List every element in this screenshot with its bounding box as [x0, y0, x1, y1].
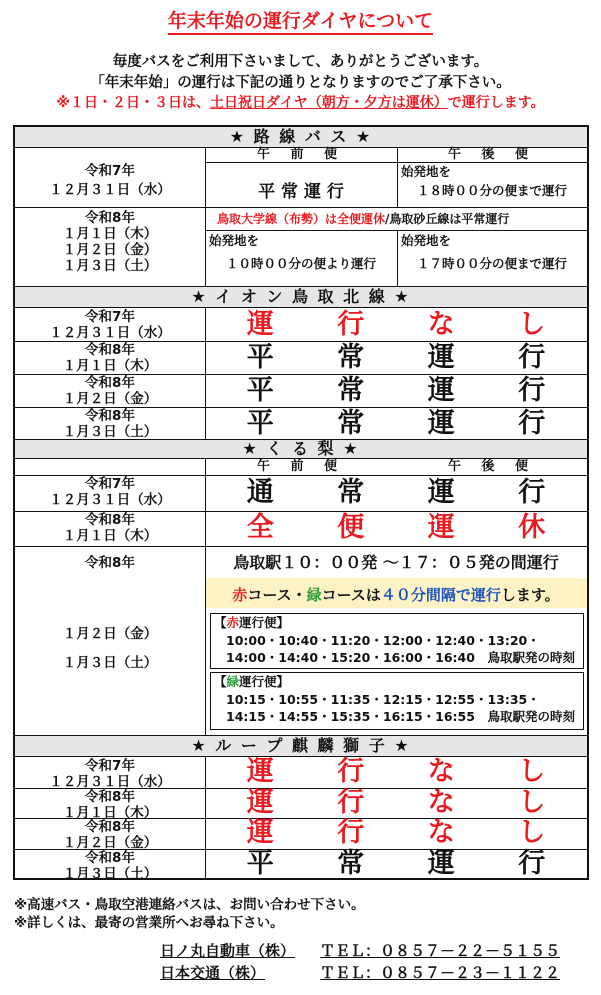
date-cell — [15, 375, 205, 407]
intro-line-1: 毎度バスをご利用下さいまして、ありがとうございます。 — [112, 54, 489, 70]
date-cell — [15, 850, 205, 882]
status-char: 運 — [246, 786, 274, 818]
status-char: 平 — [246, 847, 274, 879]
divider — [15, 207, 587, 208]
date-day: １２月３１日（水） — [49, 325, 171, 341]
status-cell — [215, 407, 577, 441]
status-cell — [215, 476, 577, 510]
status-char: 運 — [246, 756, 274, 788]
kururi-main-text: 鳥取駅１０：００発 ～１７：０５発の間運行 — [233, 553, 559, 572]
status-char: な — [427, 308, 455, 340]
status-cell — [215, 786, 577, 820]
col-am-header: 午 前 便 — [256, 459, 346, 474]
date-cell — [15, 758, 205, 790]
status-char: 行 — [518, 374, 546, 406]
status-cell — [215, 341, 577, 375]
col-am-header: 午 前 便 — [256, 147, 346, 162]
status-char: 平 — [246, 407, 274, 439]
status-cell-am-a: 始発地を — [209, 233, 260, 248]
contact-name-2: 日本交通（株） — [160, 964, 266, 982]
date-cell-era: 令和8年 — [85, 555, 135, 571]
date-era: 令和7年 — [85, 309, 135, 325]
status-char: 運 — [427, 847, 455, 879]
status-cell: 平 常 運 行 — [258, 182, 344, 202]
contact-name-1: 日ノ丸自動車（株） — [160, 942, 296, 960]
red-course-times-1: 10:00・10:40・11:20・12:00・12:40・13:20・ — [226, 633, 540, 648]
date-era: 令和8年 — [85, 375, 135, 391]
status-cell-pm-a: 始発地を — [401, 164, 452, 179]
date-era: 令和7年 — [85, 476, 135, 492]
status-char: 運 — [427, 512, 455, 544]
kururi-interval-text: 赤コース・緑コースは４０分間隔で運行します。 — [232, 586, 560, 604]
status-char: 運 — [427, 407, 455, 439]
status-char: 運 — [427, 374, 455, 406]
status-char: 休 — [518, 512, 546, 544]
date-day: １２月３１日（水） — [49, 774, 171, 790]
status-char: 全 — [246, 512, 274, 544]
status-char: 常 — [337, 407, 365, 439]
intro-line-3: ※１日・２日・３日は、土日祝日ダイヤ（朝方・夕方は運休）で運行します。 — [56, 95, 545, 111]
date-day: １月２日（金） — [62, 835, 158, 851]
note-2: ※詳しくは、最寄の営業所へお尋ね下さい。 — [14, 915, 284, 931]
date-era: 令和8年 — [85, 342, 135, 358]
status-cell — [215, 308, 577, 342]
date-cell: 令和7年 １２月３１日（水） — [49, 163, 171, 198]
date-day: １月３日（土） — [62, 865, 158, 882]
divider — [15, 546, 587, 547]
status-char: 常 — [337, 341, 365, 373]
status-char: 便 — [337, 512, 365, 544]
status-char: 行 — [518, 407, 546, 439]
status-char: 行 — [518, 341, 546, 373]
col-pm-header: 午 後 便 — [447, 459, 537, 474]
date-era: 令和7年 — [85, 758, 135, 774]
section-header-rosen: ★ 路 線 バ ス ★ — [15, 127, 587, 148]
date-day: １月１日（木） — [62, 527, 158, 544]
intro-line-2: 「年末年始」の運行は下記の通りとなりますのでご了承下さい。 — [90, 75, 511, 91]
contact-tel-1: ＴＥＬ：０８５７－２２－５１５５ — [320, 942, 561, 960]
status-char: 運 — [246, 817, 274, 849]
status-cell — [215, 374, 577, 408]
date-era: 令和8年 — [85, 788, 135, 805]
status-cell-pm-a: 始発地を — [401, 233, 452, 248]
status-char: 平 — [246, 341, 274, 373]
status-cell — [215, 755, 577, 789]
status-cell — [215, 847, 577, 881]
status-char: 行 — [518, 476, 546, 508]
status-char: し — [518, 756, 546, 788]
date-cell — [15, 342, 205, 374]
divider — [205, 230, 587, 231]
contact-tel-2: ＴＥＬ：０８５７－２３－１１２２ — [320, 964, 561, 982]
status-cell — [215, 511, 577, 545]
date-era: 令和8年 — [85, 511, 135, 528]
status-char: 常 — [337, 847, 365, 879]
status-char: 行 — [337, 817, 365, 849]
date-cell: １月３日（土） — [62, 655, 158, 671]
date-cell: １月２日（金） — [62, 626, 158, 642]
date-day: １２月３１日（水） — [49, 492, 171, 508]
status-char: 通 — [246, 476, 274, 508]
green-course-times-1: 10:15・10:55・11:35・12:15・12:55・13:35・ — [226, 692, 540, 707]
status-cell-pm-b: １７時００分の便まで運行 — [416, 256, 567, 271]
date-day: １月３日（土） — [62, 424, 158, 440]
col-pm-header: 午 後 便 — [447, 147, 537, 162]
status-cell-pm-b: １８時００分の便まで運行 — [416, 183, 567, 198]
page-title: 年末年始の運行ダイヤについて — [0, 6, 601, 33]
status-char: 行 — [337, 786, 365, 818]
status-char: な — [427, 817, 455, 849]
status-char: し — [518, 817, 546, 849]
date-cell — [15, 476, 205, 508]
status-char: 常 — [337, 476, 365, 508]
date-era: 令和8年 — [85, 849, 135, 866]
status-cell-am-b: １０時００分の便より運行 — [225, 256, 376, 271]
section-header-aeon: ★ イ オ ン 鳥 取 北 線 ★ — [15, 287, 587, 308]
green-course-label: 【緑運行便】 — [214, 674, 290, 689]
status-char: 行 — [337, 308, 365, 340]
note-1: ※高速バス・鳥取空港連絡バスは、お問い合わせ下さい。 — [14, 897, 365, 913]
date-day: １月１日（木） — [62, 358, 158, 374]
section-header-loop: ★ ル ー プ 麒 麟 獅 子 ★ — [15, 736, 587, 757]
date-cell — [15, 789, 205, 821]
status-char: 平 — [246, 374, 274, 406]
status-char: 行 — [337, 756, 365, 788]
green-course-times-2: 14:15・14:55・15:35・16:15・16:55 鳥取駅発の時刻 — [226, 709, 575, 724]
route-note: 鳥取大学線（布勢）は全便運休/鳥取砂丘線は平常運行 — [217, 212, 510, 226]
date-cell — [15, 819, 205, 851]
divider — [205, 162, 587, 163]
date-day: １月２日（金） — [62, 391, 158, 407]
red-course-times-2: 14:00・14:40・15:20・16:00・16:40 鳥取駅発の時刻 — [226, 650, 575, 665]
schedule-table — [13, 125, 589, 880]
status-char: な — [427, 756, 455, 788]
date-era: 令和8年 — [85, 819, 135, 835]
status-char: な — [427, 786, 455, 818]
date-cell — [15, 408, 205, 440]
status-char: し — [518, 786, 546, 818]
status-char: 行 — [518, 847, 546, 879]
status-char: 常 — [337, 374, 365, 406]
red-course-label: 【赤運行便】 — [214, 615, 290, 630]
section-header-kururi: ★ く る 梨 ★ — [15, 440, 587, 459]
status-cell — [215, 816, 577, 850]
date-cell: 令和8年 １月１日（木） １月２日（金） １月３日（土） — [62, 210, 158, 274]
status-char: 運 — [427, 341, 455, 373]
status-char: し — [518, 308, 546, 340]
status-char: 運 — [246, 308, 274, 340]
date-day: １月１日（木） — [62, 804, 158, 821]
date-era: 令和8年 — [85, 408, 135, 424]
date-cell — [15, 309, 205, 341]
status-char: 運 — [427, 476, 455, 508]
date-cell — [15, 512, 205, 544]
